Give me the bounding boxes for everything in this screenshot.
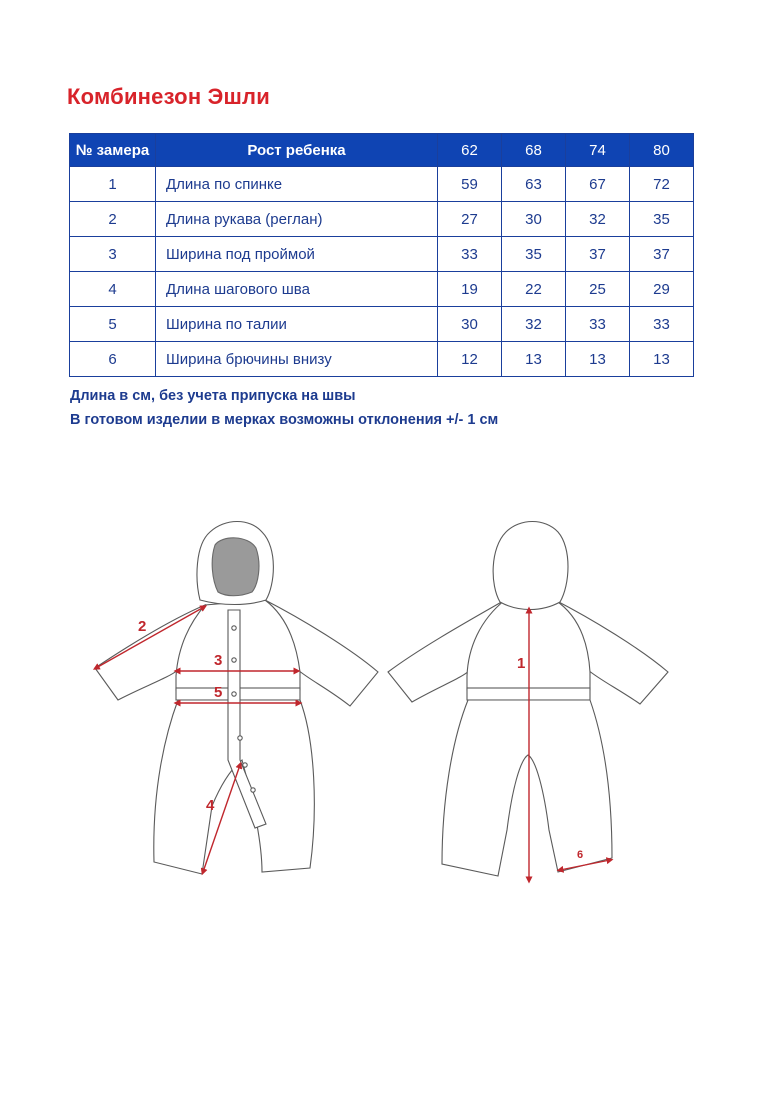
table-row bbox=[70, 237, 694, 272]
measure-number: 1 bbox=[70, 167, 156, 202]
measure-value: 37 bbox=[630, 237, 694, 272]
table-row bbox=[70, 202, 694, 237]
measure-value: 37 bbox=[566, 237, 630, 272]
table-row bbox=[70, 342, 694, 377]
measure-value: 25 bbox=[566, 272, 630, 307]
header-size: 62 bbox=[438, 134, 502, 167]
measure-value: 33 bbox=[438, 237, 502, 272]
measure-name: Длина шагового шва bbox=[156, 272, 438, 307]
measure-value: 22 bbox=[502, 272, 566, 307]
table-row bbox=[70, 307, 694, 342]
garment-diagram bbox=[0, 500, 762, 900]
measure-number: 2 bbox=[70, 202, 156, 237]
measure-name: Ширина брючины внизу bbox=[156, 342, 438, 377]
measure-name: Ширина по талии bbox=[156, 307, 438, 342]
measure-value: 27 bbox=[438, 202, 502, 237]
label-measure-6: 6 bbox=[577, 849, 584, 861]
front-hood-opening bbox=[212, 538, 259, 596]
measure-number: 3 bbox=[70, 237, 156, 272]
header-size: 80 bbox=[630, 134, 694, 167]
header-measure-number: № замера bbox=[70, 134, 156, 167]
measure-value: 30 bbox=[438, 307, 502, 342]
measure-name: Ширина под проймой bbox=[156, 237, 438, 272]
back-legs bbox=[442, 700, 612, 876]
measure-value: 13 bbox=[630, 342, 694, 377]
table-row bbox=[70, 167, 694, 202]
measure-value: 29 bbox=[630, 272, 694, 307]
header-child-height: Рост ребенка bbox=[156, 134, 438, 167]
measure-value: 59 bbox=[438, 167, 502, 202]
size-table bbox=[69, 133, 694, 377]
page-title: Комбинезон Эшли bbox=[67, 84, 270, 109]
measure-value: 12 bbox=[438, 342, 502, 377]
label-measure-5: 5 bbox=[214, 684, 223, 701]
measure-value: 13 bbox=[566, 342, 630, 377]
measure-name: Длина рукава (реглан) bbox=[156, 202, 438, 237]
measure-value: 33 bbox=[630, 307, 694, 342]
note-units: Длина в см, без учета припуска на швы bbox=[70, 388, 356, 404]
measure-value: 33 bbox=[566, 307, 630, 342]
label-measure-1: 1 bbox=[517, 655, 526, 672]
measure-value: 67 bbox=[566, 167, 630, 202]
label-measure-2: 2 bbox=[138, 618, 147, 635]
measure-value: 35 bbox=[630, 202, 694, 237]
measure-value: 13 bbox=[502, 342, 566, 377]
measure-value: 63 bbox=[502, 167, 566, 202]
table-row bbox=[70, 272, 694, 307]
header-size: 68 bbox=[502, 134, 566, 167]
back-view bbox=[388, 522, 668, 877]
measure-value: 35 bbox=[502, 237, 566, 272]
note-tolerance: В готовом изделии в мерках возможны отклонения +/- 1 см bbox=[70, 412, 499, 428]
measure-value: 19 bbox=[438, 272, 502, 307]
label-measure-3: 3 bbox=[214, 652, 223, 669]
measure-value: 32 bbox=[502, 307, 566, 342]
label-measure-4: 4 bbox=[206, 797, 215, 814]
measure-number: 4 bbox=[70, 272, 156, 307]
measure-value: 32 bbox=[566, 202, 630, 237]
measure-number: 5 bbox=[70, 307, 156, 342]
table-header-row bbox=[70, 134, 694, 167]
measure-name: Длина по спинке bbox=[156, 167, 438, 202]
measure-value: 72 bbox=[630, 167, 694, 202]
header-size: 74 bbox=[566, 134, 630, 167]
back-hood bbox=[493, 522, 568, 610]
measure-value: 30 bbox=[502, 202, 566, 237]
measure-number: 6 bbox=[70, 342, 156, 377]
front-view bbox=[95, 522, 378, 875]
